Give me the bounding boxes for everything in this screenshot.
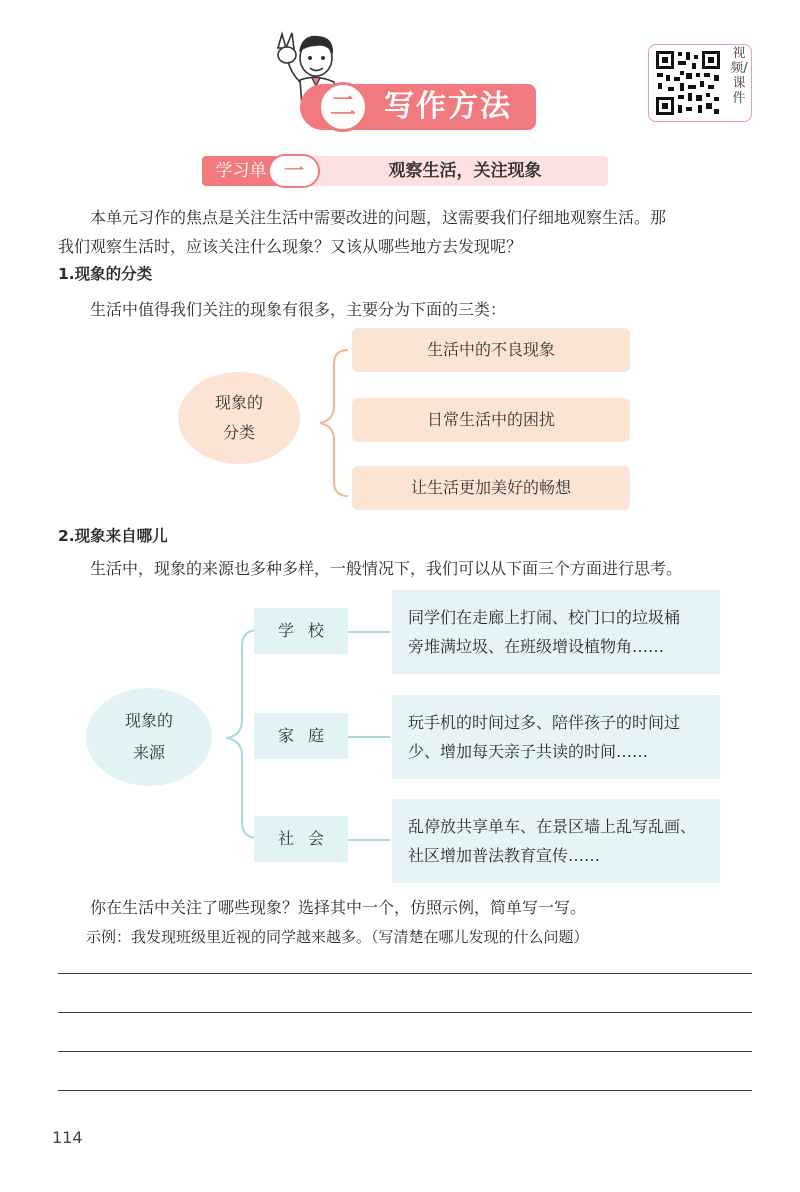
classification-brace (308, 346, 352, 500)
writing-line-4[interactable] (58, 1090, 752, 1091)
section-2-heading: 2.现象来自哪儿 (58, 527, 168, 545)
source-category-family: 家庭 (254, 713, 348, 759)
intro-line-1: 本单元习作的焦点是关注生活中需要改进的问题，这需要我们仔细地观察生活。那 (90, 208, 667, 227)
source-desc-society (392, 799, 720, 883)
connector-society (348, 839, 390, 841)
section-2-text: 生活中，现象的来源也多种多样，一般情况下，我们可以从下面三个方面进行思考。 (90, 559, 683, 578)
section-1-heading: 1.现象的分类 (58, 265, 153, 283)
source-desc-family (392, 695, 720, 779)
classification-item-3: 让生活更加美好的畅想 (352, 466, 630, 510)
source-category-society: 社会 (254, 816, 348, 862)
chapter-number-badge: 二 (318, 82, 368, 132)
classification-center-line-2: 分类 (222, 423, 255, 442)
page-number: 114 (52, 1128, 83, 1147)
exercise-example: 示例：我发现班级里近视的同学越来越多。（写清楚在哪儿发现的什么问题） (86, 928, 589, 946)
study-sheet-title: 观察生活，关注现象 (388, 161, 542, 181)
writing-line-1[interactable] (58, 973, 752, 974)
intro-line-2: 我们观察生活时，应该关注什么现象？又该从哪些地方去发现呢？ (58, 237, 523, 256)
source-desc-school (392, 590, 720, 674)
classification-center-line-1: 现象的 (214, 393, 263, 412)
study-sheet-label: 学习单 (202, 156, 280, 186)
qr-label-video-courseware: 视频/课件 (730, 46, 748, 106)
chapter-title: 写作方法 (384, 89, 512, 124)
classification-item-2: 日常生活中的困扰 (352, 398, 630, 442)
classification-item-1: 生活中的不良现象 (352, 328, 630, 372)
source-desc-family-line-1: 玩手机的时间过多、陪伴孩子的时间过 (408, 713, 681, 732)
source-desc-family-line-2: 少、增加每天亲子共读的时间…… (408, 742, 649, 761)
source-category-school: 学校 (254, 608, 348, 654)
source-desc-society-line-2: 社区增加普法教育宣传…… (408, 846, 601, 865)
source-center-node (86, 688, 212, 786)
source-desc-school-line-1: 同学们在走廊上打闹、校门口的垃圾桶 (408, 608, 681, 627)
source-center-line-1: 现象的 (124, 711, 173, 730)
source-desc-school-line-2: 旁堆满垃圾、在班级增设植物角…… (408, 637, 665, 656)
study-sheet-number: 一 (268, 154, 320, 188)
exercise-prompt: 你在生活中关注了哪些现象？选择其中一个，仿照示例，简单写一写。 (90, 898, 587, 917)
source-center-line-2: 来源 (132, 743, 165, 762)
source-desc-society-line-1: 乱停放共享单车、在景区墙上乱写乱画、 (408, 817, 697, 836)
section-1-text: 生活中值得我们关注的现象有很多，主要分为下面的三类： (90, 300, 507, 319)
writing-line-3[interactable] (58, 1051, 752, 1052)
connector-school (348, 631, 390, 633)
writing-line-2[interactable] (58, 1012, 752, 1013)
connector-family (348, 736, 390, 738)
qr-code-icon[interactable] (654, 49, 722, 117)
classification-center-node (178, 372, 300, 464)
